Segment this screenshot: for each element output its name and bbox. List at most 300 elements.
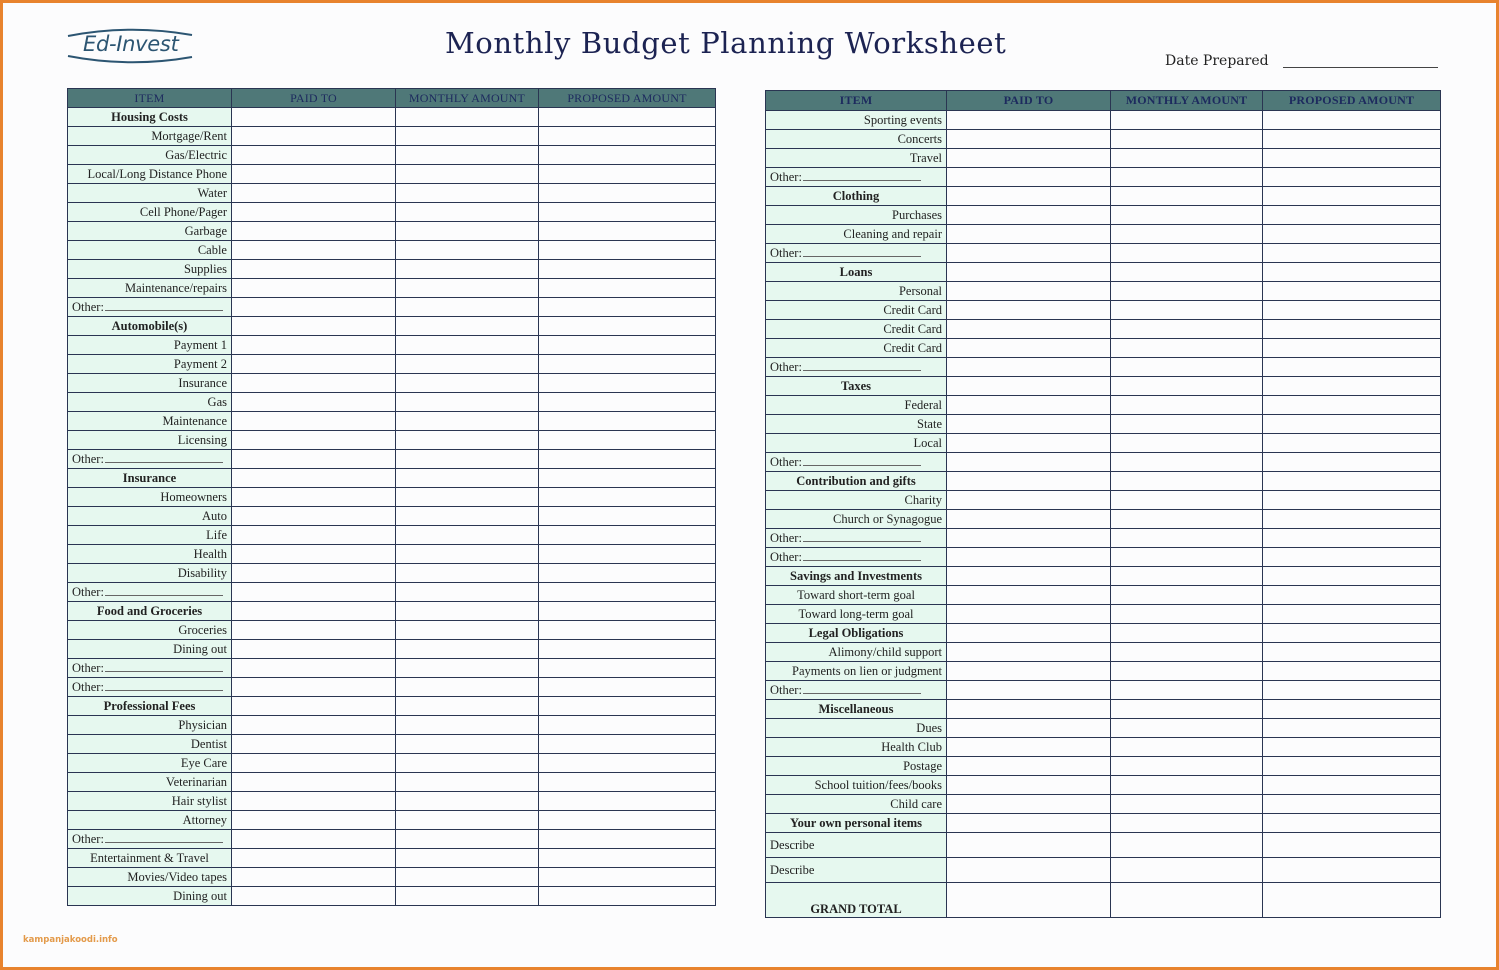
monthly-amount-cell[interactable] [396,374,539,393]
proposed-amount-cell[interactable] [539,108,716,127]
proposed-amount-cell[interactable] [539,640,716,659]
proposed-amount-cell[interactable] [539,526,716,545]
monthly-amount-cell[interactable] [1111,282,1263,301]
monthly-amount-cell[interactable] [1111,567,1263,586]
paid-to-cell[interactable] [232,849,396,868]
monthly-amount-cell[interactable] [396,887,539,906]
paid-to-cell[interactable] [232,469,396,488]
monthly-amount-cell[interactable] [396,450,539,469]
proposed-amount-cell[interactable] [1263,662,1441,681]
monthly-amount-cell[interactable] [396,203,539,222]
paid-to-cell[interactable] [232,887,396,906]
monthly-amount-cell[interactable] [396,393,539,412]
monthly-amount-cell[interactable] [396,241,539,260]
paid-to-cell[interactable] [232,355,396,374]
monthly-amount-cell[interactable] [1111,377,1263,396]
monthly-amount-cell[interactable] [396,279,539,298]
proposed-amount-cell[interactable] [1263,624,1441,643]
paid-to-cell[interactable] [232,488,396,507]
paid-to-cell[interactable] [947,111,1111,130]
paid-to-cell[interactable] [232,374,396,393]
item-label-text: GRAND TOTAL [810,902,902,916]
monthly-amount-cell[interactable] [396,431,539,450]
monthly-amount-cell[interactable] [396,659,539,678]
table-row [68,393,716,412]
category-label [68,697,232,716]
paid-to-cell[interactable] [232,773,396,792]
paid-to-cell[interactable] [232,184,396,203]
proposed-amount-cell[interactable] [1263,339,1441,358]
proposed-amount-cell[interactable] [1263,415,1441,434]
item-label-text: Other: [770,359,802,374]
proposed-amount-cell[interactable] [1263,358,1441,377]
proposed-amount-cell[interactable] [539,222,716,241]
proposed-amount-cell[interactable] [1263,795,1441,814]
item-label[interactable] [766,168,947,187]
proposed-amount-cell[interactable] [1263,700,1441,719]
proposed-amount-cell[interactable] [539,203,716,222]
paid-to-cell[interactable] [947,883,1111,918]
monthly-amount-cell[interactable] [396,412,539,431]
monthly-amount-cell[interactable] [1111,757,1263,776]
paid-to-cell[interactable] [232,260,396,279]
item-label[interactable] [766,453,947,472]
table-row [68,222,716,241]
paid-to-cell[interactable] [947,415,1111,434]
monthly-amount-cell[interactable] [396,602,539,621]
monthly-amount-cell[interactable] [1111,244,1263,263]
paid-to-cell[interactable] [232,393,396,412]
monthly-amount-cell[interactable] [1111,529,1263,548]
paid-to-cell[interactable] [232,716,396,735]
proposed-amount-cell[interactable] [1263,510,1441,529]
proposed-amount-cell[interactable] [539,488,716,507]
monthly-amount-cell[interactable] [396,678,539,697]
table-row [68,165,716,184]
monthly-amount-cell[interactable] [1111,263,1263,282]
monthly-amount-cell[interactable] [1111,643,1263,662]
proposed-amount-cell[interactable] [539,621,716,640]
monthly-amount-cell[interactable] [396,336,539,355]
paid-to-cell[interactable] [947,396,1111,415]
monthly-amount-cell[interactable] [396,716,539,735]
item-label-text: Gas [207,394,227,409]
paid-to-cell[interactable] [947,263,1111,282]
paid-to-cell[interactable] [947,339,1111,358]
monthly-amount-cell[interactable] [396,811,539,830]
proposed-amount-cell[interactable] [1263,548,1441,567]
paid-to-cell[interactable] [947,168,1111,187]
item-label[interactable] [68,450,232,469]
monthly-amount-cell[interactable] [1111,883,1263,918]
paid-to-cell[interactable] [947,548,1111,567]
item-label[interactable] [68,678,232,697]
proposed-amount-cell[interactable] [1263,377,1441,396]
paid-to-cell[interactable] [947,719,1111,738]
proposed-amount-cell[interactable] [1263,643,1441,662]
proposed-amount-cell[interactable] [1263,719,1441,738]
monthly-amount-cell[interactable] [396,184,539,203]
monthly-amount-cell[interactable] [1111,814,1263,833]
paid-to-cell[interactable] [232,317,396,336]
monthly-amount-cell[interactable] [396,317,539,336]
paid-to-cell[interactable] [232,222,396,241]
item-label [766,510,947,529]
proposed-amount-cell[interactable] [1263,282,1441,301]
monthly-amount-cell[interactable] [396,621,539,640]
monthly-amount-cell[interactable] [396,165,539,184]
proposed-amount-cell[interactable] [1263,814,1441,833]
paid-to-cell[interactable] [232,545,396,564]
monthly-amount-cell[interactable] [1111,320,1263,339]
paid-to-cell[interactable] [232,241,396,260]
proposed-amount-cell[interactable] [1263,453,1441,472]
category-label [68,602,232,621]
other-blank-line[interactable] [105,300,223,311]
paid-to-cell[interactable] [947,358,1111,377]
proposed-amount-cell[interactable] [539,298,716,317]
proposed-amount-cell[interactable] [1263,529,1441,548]
paid-to-cell[interactable] [947,225,1111,244]
other-blank-line[interactable] [105,832,223,843]
monthly-amount-cell[interactable] [396,108,539,127]
proposed-amount-cell[interactable] [539,412,716,431]
monthly-amount-cell[interactable] [1111,168,1263,187]
paid-to-cell[interactable] [232,754,396,773]
proposed-amount-cell[interactable] [539,849,716,868]
proposed-amount-cell[interactable] [539,355,716,374]
proposed-amount-cell[interactable] [539,773,716,792]
proposed-amount-cell[interactable] [539,887,716,906]
proposed-amount-cell[interactable] [539,507,716,526]
other-blank-line[interactable] [105,661,223,672]
monthly-amount-cell[interactable] [1111,548,1263,567]
paid-to-cell[interactable] [947,681,1111,700]
item-label[interactable] [766,529,947,548]
item-label[interactable] [766,244,947,263]
monthly-amount-cell[interactable] [1111,624,1263,643]
monthly-amount-cell[interactable] [1111,662,1263,681]
paid-to-cell[interactable] [947,320,1111,339]
item-label[interactable] [766,681,947,700]
proposed-amount-cell[interactable] [539,830,716,849]
monthly-amount-cell[interactable] [1111,187,1263,206]
proposed-amount-cell[interactable] [539,792,716,811]
proposed-amount-cell[interactable] [539,469,716,488]
proposed-amount-cell[interactable] [539,811,716,830]
table-row [68,887,716,906]
monthly-amount-cell[interactable] [396,298,539,317]
proposed-amount-cell[interactable] [539,393,716,412]
proposed-amount-cell[interactable] [1263,320,1441,339]
other-blank-line[interactable] [803,246,921,257]
paid-to-cell[interactable] [232,735,396,754]
paid-to-cell[interactable] [947,244,1111,263]
paid-to-cell[interactable] [947,738,1111,757]
other-blank-line[interactable] [105,452,223,463]
proposed-amount-cell[interactable] [1263,130,1441,149]
proposed-amount-cell[interactable] [1263,111,1441,130]
proposed-amount-cell[interactable] [539,697,716,716]
table-row [68,317,716,336]
monthly-amount-cell[interactable] [396,146,539,165]
paid-to-cell[interactable] [232,659,396,678]
date-prepared-field[interactable] [1283,67,1438,68]
monthly-amount-cell[interactable] [1111,453,1263,472]
proposed-amount-cell[interactable] [539,127,716,146]
monthly-amount-cell[interactable] [396,564,539,583]
item-label[interactable] [766,358,947,377]
proposed-amount-cell[interactable] [539,241,716,260]
monthly-amount-cell[interactable] [1111,358,1263,377]
paid-to-cell[interactable] [232,431,396,450]
paid-to-cell[interactable] [947,567,1111,586]
monthly-amount-cell[interactable] [396,697,539,716]
monthly-amount-cell[interactable] [1111,415,1263,434]
monthly-amount-cell[interactable] [1111,130,1263,149]
monthly-amount-cell[interactable] [1111,833,1263,858]
table-row [68,811,716,830]
monthly-amount-cell[interactable] [1111,605,1263,624]
proposed-amount-cell[interactable] [539,165,716,184]
proposed-amount-cell[interactable] [539,336,716,355]
monthly-amount-cell[interactable] [396,735,539,754]
paid-to-cell[interactable] [947,130,1111,149]
monthly-amount-cell[interactable] [396,260,539,279]
table-row [68,678,716,697]
other-blank-line[interactable] [105,680,223,691]
monthly-amount-cell[interactable] [396,773,539,792]
proposed-amount-cell[interactable] [1263,434,1441,453]
proposed-amount-cell[interactable] [1263,605,1441,624]
monthly-amount-cell[interactable] [396,868,539,887]
monthly-amount-cell[interactable] [396,469,539,488]
proposed-amount-cell[interactable] [539,602,716,621]
paid-to-cell[interactable] [947,814,1111,833]
paid-to-cell[interactable] [232,526,396,545]
other-blank-line[interactable] [803,360,921,371]
paid-to-cell[interactable] [947,434,1111,453]
monthly-amount-cell[interactable] [1111,586,1263,605]
monthly-amount-cell[interactable] [396,222,539,241]
paid-to-cell[interactable] [947,795,1111,814]
monthly-amount-cell[interactable] [396,583,539,602]
proposed-amount-cell[interactable] [1263,263,1441,282]
paid-to-cell[interactable] [232,336,396,355]
category-label [766,263,947,282]
proposed-amount-cell[interactable] [1263,225,1441,244]
right-budget-table [765,90,1441,918]
proposed-amount-cell[interactable] [539,659,716,678]
monthly-amount-cell[interactable] [1111,510,1263,529]
paid-to-cell[interactable] [947,491,1111,510]
monthly-amount-cell[interactable] [396,545,539,564]
item-label[interactable] [766,548,947,567]
proposed-amount-cell[interactable] [1263,206,1441,225]
paid-to-cell[interactable] [232,868,396,887]
proposed-amount-cell[interactable] [539,564,716,583]
monthly-amount-cell[interactable] [396,355,539,374]
item-label [766,795,947,814]
paid-to-cell[interactable] [947,149,1111,168]
proposed-amount-cell[interactable] [539,260,716,279]
paid-to-cell[interactable] [232,678,396,697]
proposed-amount-cell[interactable] [1263,776,1441,795]
paid-to-cell[interactable] [947,206,1111,225]
proposed-amount-cell[interactable] [539,735,716,754]
monthly-amount-cell[interactable] [1111,491,1263,510]
proposed-amount-cell[interactable] [1263,738,1441,757]
item-label-text: Contribution and gifts [796,473,916,488]
monthly-amount-cell[interactable] [1111,858,1263,883]
monthly-amount-cell[interactable] [1111,111,1263,130]
paid-to-cell[interactable] [947,472,1111,491]
proposed-amount-cell[interactable] [1263,301,1441,320]
column-header-item: ITEM [68,89,232,108]
paid-to-cell[interactable] [947,453,1111,472]
monthly-amount-cell[interactable] [396,488,539,507]
paid-to-cell[interactable] [947,776,1111,795]
monthly-amount-cell[interactable] [396,640,539,659]
table-row [766,263,1441,282]
paid-to-cell[interactable] [947,662,1111,681]
paid-to-cell[interactable] [232,412,396,431]
proposed-amount-cell[interactable] [1263,168,1441,187]
paid-to-cell[interactable] [232,203,396,222]
proposed-amount-cell[interactable] [539,317,716,336]
proposed-amount-cell[interactable] [1263,396,1441,415]
paid-to-cell[interactable] [947,187,1111,206]
monthly-amount-cell[interactable] [396,526,539,545]
paid-to-cell[interactable] [232,298,396,317]
monthly-amount-cell[interactable] [396,507,539,526]
proposed-amount-cell[interactable] [539,716,716,735]
proposed-amount-cell[interactable] [1263,491,1441,510]
proposed-amount-cell[interactable] [539,545,716,564]
item-label[interactable] [68,830,232,849]
proposed-amount-cell[interactable] [539,450,716,469]
monthly-amount-cell[interactable] [1111,795,1263,814]
other-blank-line[interactable] [105,585,223,596]
proposed-amount-cell[interactable] [1263,472,1441,491]
monthly-amount-cell[interactable] [1111,396,1263,415]
table-header-row [766,91,1441,111]
proposed-amount-cell[interactable] [1263,681,1441,700]
paid-to-cell[interactable] [232,811,396,830]
monthly-amount-cell[interactable] [396,127,539,146]
proposed-amount-cell[interactable] [1263,757,1441,776]
monthly-amount-cell[interactable] [396,830,539,849]
paid-to-cell[interactable] [232,127,396,146]
table-row [766,529,1441,548]
paid-to-cell[interactable] [232,640,396,659]
paid-to-cell[interactable] [947,700,1111,719]
paid-to-cell[interactable] [947,377,1111,396]
paid-to-cell[interactable] [232,697,396,716]
monthly-amount-cell[interactable] [1111,434,1263,453]
proposed-amount-cell[interactable] [539,678,716,697]
proposed-amount-cell[interactable] [1263,149,1441,168]
item-label[interactable] [68,659,232,678]
other-blank-line[interactable] [803,170,921,181]
paid-to-cell[interactable] [947,301,1111,320]
paid-to-cell[interactable] [232,564,396,583]
proposed-amount-cell[interactable] [1263,883,1441,918]
category-label [766,377,947,396]
proposed-amount-cell[interactable] [1263,833,1441,858]
monthly-amount-cell[interactable] [1111,681,1263,700]
proposed-amount-cell[interactable] [539,184,716,203]
proposed-amount-cell[interactable] [539,754,716,773]
proposed-amount-cell[interactable] [1263,858,1441,883]
proposed-amount-cell[interactable] [539,431,716,450]
monthly-amount-cell[interactable] [396,754,539,773]
proposed-amount-cell[interactable] [1263,567,1441,586]
monthly-amount-cell[interactable] [1111,738,1263,757]
proposed-amount-cell[interactable] [539,146,716,165]
paid-to-cell[interactable] [232,507,396,526]
paid-to-cell[interactable] [232,108,396,127]
monthly-amount-cell[interactable] [1111,719,1263,738]
item-label[interactable] [68,583,232,602]
paid-to-cell[interactable] [232,450,396,469]
paid-to-cell[interactable] [947,757,1111,776]
monthly-amount-cell[interactable] [1111,776,1263,795]
monthly-amount-cell[interactable] [1111,472,1263,491]
paid-to-cell[interactable] [947,833,1111,858]
proposed-amount-cell[interactable] [1263,187,1441,206]
proposed-amount-cell[interactable] [539,583,716,602]
monthly-amount-cell[interactable] [1111,206,1263,225]
paid-to-cell[interactable] [947,529,1111,548]
monthly-amount-cell[interactable] [396,792,539,811]
monthly-amount-cell[interactable] [1111,149,1263,168]
item-label-text: Auto [202,508,227,523]
paid-to-cell[interactable] [947,858,1111,883]
other-blank-line[interactable] [803,531,921,542]
proposed-amount-cell[interactable] [539,868,716,887]
paid-to-cell[interactable] [232,792,396,811]
paid-to-cell[interactable] [232,621,396,640]
paid-to-cell[interactable] [947,605,1111,624]
other-blank-line[interactable] [803,455,921,466]
table-row [68,849,716,868]
paid-to-cell[interactable] [232,602,396,621]
proposed-amount-cell[interactable] [1263,586,1441,605]
paid-to-cell[interactable] [232,165,396,184]
item-label[interactable] [68,298,232,317]
monthly-amount-cell[interactable] [1111,700,1263,719]
paid-to-cell[interactable] [947,586,1111,605]
paid-to-cell[interactable] [232,830,396,849]
proposed-amount-cell[interactable] [1263,244,1441,263]
paid-to-cell[interactable] [947,643,1111,662]
proposed-amount-cell[interactable] [539,279,716,298]
monthly-amount-cell[interactable] [396,849,539,868]
monthly-amount-cell[interactable] [1111,225,1263,244]
other-blank-line[interactable] [803,683,921,694]
monthly-amount-cell[interactable] [1111,339,1263,358]
other-blank-line[interactable] [803,550,921,561]
paid-to-cell[interactable] [232,583,396,602]
paid-to-cell[interactable] [232,146,396,165]
paid-to-cell[interactable] [232,279,396,298]
proposed-amount-cell[interactable] [539,374,716,393]
paid-to-cell[interactable] [947,510,1111,529]
monthly-amount-cell[interactable] [1111,301,1263,320]
paid-to-cell[interactable] [947,624,1111,643]
paid-to-cell[interactable] [947,282,1111,301]
